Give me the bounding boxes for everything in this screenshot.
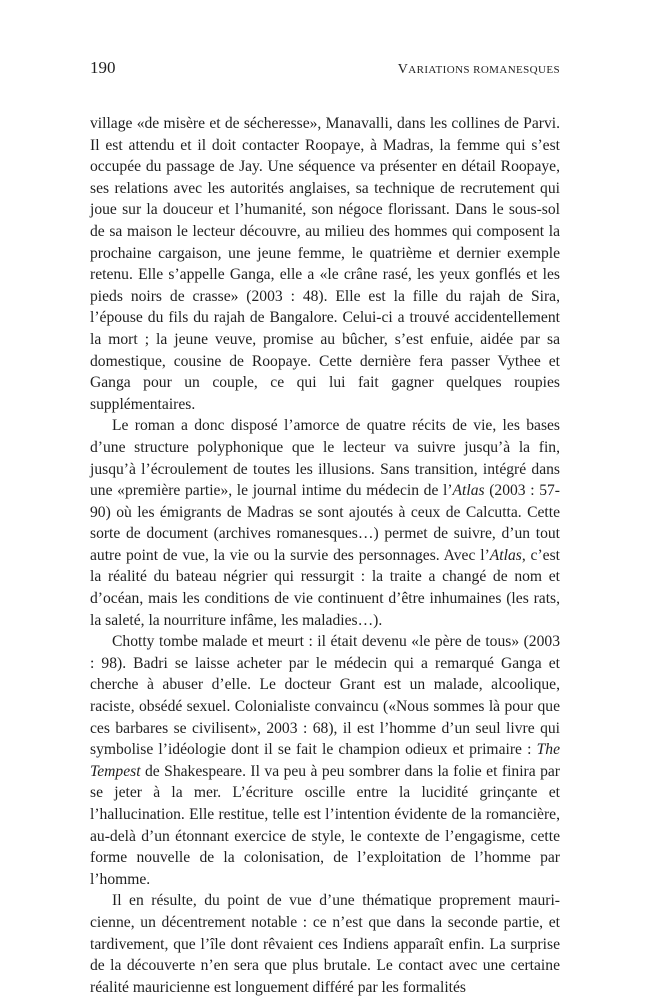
running-head-rest: ARIATIONS ROMANESQUES: [408, 64, 560, 76]
text-run: village «de misère et de sécheresse», Manavalli, dans les collines de Parvi. Il est attendu et il doit contacter Roopaye, à Madras, la femme qui s’est occupée du passage de Jay. Une séquence va présenter en détail Roopaye, ses relations avec les autorités anglaises, sa technique de recrutement qui joue sur la douceur et l’humanité, son négoce florissant. Dans le sous-sol de sa maison le lecteur découvre, au milieu des hommes qui composent la prochaine cargaison, une jeune femme, le quatrième et dernier exemple retenu. Elle s’appelle Ganga, elle a «le crâne rasé, les yeux gonflés et les pieds noirs de crasse» (2003 : 48). Elle est la fille du rajah de Sira, l’épouse du fils du rajah de Bangalore. Celui-ci a trouvé accidentellement la mort ; la jeune veuve, promise au bûcher, s’est enfuie, aidée par sa domestique, cousine de Roopaye. Cette dernière fera passer Vythee et Ganga pour un couple, ce qui lui fait gagner quelques roupies supplémentaires.: [90, 115, 560, 413]
text-run: (2003 : 57-90) où les émigrants de Madras se sont ajoutés à ceux de Calcutta. Cette sorte de document (archives romanesques…) permet de suivre, d’un tout autre point de vue, la vie ou la survie des personnages. Avec l’: [90, 482, 560, 564]
text-run: Il en résulte, du point de vue d’une thématique proprement mauricienne, un décentrement notable : ce n’est que dans la seconde partie, et tardivement, que l’île dont rêvaient ces Indiens apparaît enfin. La surprise de la découverte n’en sera que plus brutale. Le contact avec une certaine réalité mauricienne est longuement différé par les formalités: [90, 892, 560, 996]
paragraph: [90, 415, 560, 631]
italic-title: The Tempest: [90, 741, 560, 780]
body-text: [90, 113, 560, 998]
italic-title: Atlas: [452, 482, 485, 500]
text-run: , c’est la réalité du bateau négrier qui ressurgit : la traite a changé de nom et d’océan, mais les conditions de vie continuent d’être inhumaines (les rats, la saleté, la nourriture infâme, les maladies…).: [90, 546, 560, 629]
paragraph: [90, 113, 560, 415]
paragraph: [90, 631, 560, 890]
italic-title: Atlas: [489, 546, 522, 564]
text-run: Le roman a donc disposé l’amorce de quatre récits de vie, les bases d’une structure polyphonique que le lecteur va suivre jusqu’à la fin, jusqu’à l’écroulement de toutes les illusions. Sans transition, intégré dans une «première partie», le journal intime du médecin de l’: [90, 417, 560, 500]
text-run: Chotty tombe malade et meurt : il était devenu «le père de tous» (2003 : 98). Badri se laisse acheter par le médecin qui a remarqué Ganga et cherche à abuser d’elle. Le docteur Grant est un malade, alcoolique, raciste, obsédé sexuel. Colonialiste convaincu («Nous sommes là pour que ces barbares se civilisent», 2003 : 68), il est l’homme d’un seul livre qui symbolise l’idéologie dont il se fait le champion odieux et primaire :: [90, 633, 560, 759]
paragraph: [90, 890, 560, 998]
page-number: 190: [90, 58, 116, 77]
text-run: de Shakespeare. Il va peu à peu sombrer dans la folie et finira par se jeter à la mer. L’écriture oscille entre la lucidité grinçante et l’hallucination. Elle restitue, telle est l’intention évidente de la romancière, au-delà d’un étonnant exercice de style, le contexte de l’engagisme, cette forme nouvelle de la colonisation, de l’exploitation de l’homme par l’homme.: [90, 762, 560, 888]
running-head: [398, 62, 560, 78]
running-head-initial: V: [397, 62, 409, 77]
page-header: [90, 58, 560, 78]
